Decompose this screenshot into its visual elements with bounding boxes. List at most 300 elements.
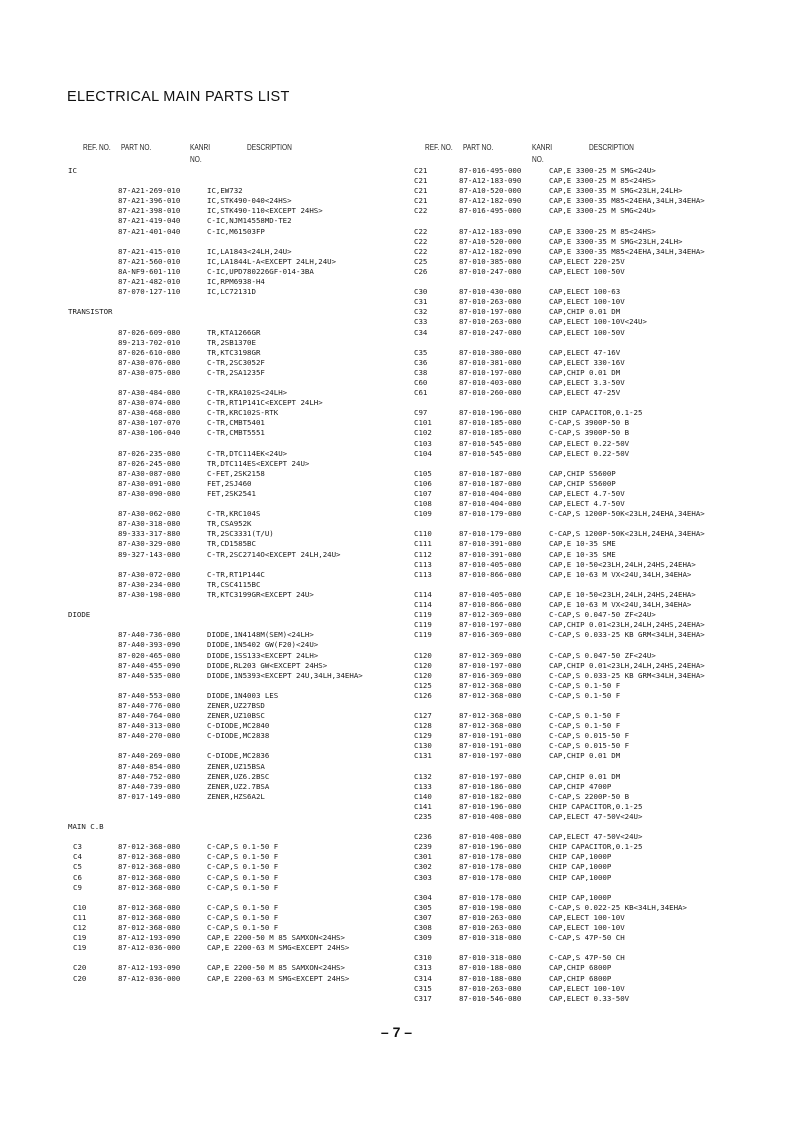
page-title: ELECTRICAL MAIN PARTS LIST [67, 89, 290, 105]
part-row [68, 701, 398, 711]
spacer-row [68, 600, 398, 610]
part-no: 87-010-196-080 [459, 801, 522, 811]
spacer-row [68, 802, 398, 812]
description: CAP,ELECT 47-25V [549, 388, 621, 398]
part-row [414, 408, 744, 418]
ref-no: C239 [414, 842, 432, 852]
part-no: 87-A30-062-080 [118, 509, 181, 519]
part-row [68, 873, 398, 883]
part-no: 87-010-263-080 [459, 317, 522, 327]
part-row [414, 307, 744, 317]
part-row [68, 449, 398, 459]
part-no: 87-010-196-080 [459, 408, 522, 418]
part-no: 87-010-408-080 [459, 832, 522, 842]
ref-no: C36 [414, 357, 428, 367]
part-no: 87-012-368-080 [459, 711, 522, 721]
part-row [68, 933, 398, 943]
part-row [68, 751, 398, 761]
part-row [414, 247, 744, 257]
description: C-CAP,S 0.1-50 F [207, 862, 279, 872]
description: C-CAP,S 0.022-25 KB<34LH,34EHA> [549, 902, 687, 912]
part-row [68, 186, 398, 196]
part-row [414, 792, 744, 802]
ref-no: C126 [414, 690, 432, 700]
part-no: 87-010-391-080 [459, 539, 522, 549]
part-row [68, 590, 398, 600]
part-no: 87-010-546-080 [459, 993, 522, 1003]
part-row [414, 539, 744, 549]
part-row [68, 792, 398, 802]
part-no: 87-010-185-080 [459, 428, 522, 438]
part-no: 87-A40-553-080 [118, 690, 181, 700]
spacer-row [414, 943, 744, 953]
part-row [414, 721, 744, 731]
part-row [68, 550, 398, 560]
part-no: 87-A40-455-090 [118, 660, 181, 670]
part-row [68, 711, 398, 721]
part-row [68, 216, 398, 226]
description: C-CAP,S 0.1-50 F [207, 923, 279, 933]
description: FET,2SJ460 [207, 478, 252, 488]
description: C-CAP,S 1200P-50K<23LH,24EHA,34EHA> [549, 529, 705, 539]
ref-no: C129 [414, 731, 432, 741]
ref-no: C315 [414, 983, 432, 993]
description: C-CAP,S 0.033-25 KB GRM<34LH,34EHA> [549, 670, 705, 680]
description: C-TR,CMBT5401 [207, 418, 265, 428]
description: C-CAP,S 3900P-50 B [549, 428, 630, 438]
part-row [414, 630, 744, 640]
spacer-row [68, 953, 398, 963]
spacer-row [68, 681, 398, 691]
description: C-CAP,S 0.047-50 ZF<24U> [549, 610, 656, 620]
ref-no: C305 [414, 902, 432, 912]
parts-list-left [68, 166, 398, 984]
part-no: 87-A12-036-000 [118, 973, 181, 983]
part-no: 87-012-368-080 [118, 923, 181, 933]
description: CAP,CHIP 0.01 DM [549, 751, 621, 761]
spacer-row [414, 883, 744, 893]
description: IC,LC72131D [207, 287, 256, 297]
part-no: 87-010-405-080 [459, 559, 522, 569]
description: C-CAP,S 0.1-50 F [207, 852, 279, 862]
description: IC,RPM6938-H4 [207, 277, 265, 287]
ref-no: C110 [414, 529, 432, 539]
ref-no: C317 [414, 993, 432, 1003]
part-row [414, 772, 744, 782]
part-row [68, 570, 398, 580]
ref-no: C102 [414, 428, 432, 438]
part-no: 87-A12-183-090 [459, 226, 522, 236]
part-row [414, 550, 744, 560]
part-row [414, 560, 744, 570]
description: CAP,ELECT 100-10V [549, 923, 625, 933]
description: FET,2SK2541 [207, 489, 256, 498]
description: CHIP CAPACITOR,0.1-25 [549, 801, 643, 811]
part-no: 87-A30-107-070 [118, 418, 181, 428]
header-part-no: PART NO. [121, 143, 152, 152]
ref-no: C141 [414, 801, 432, 811]
section-heading: IC [68, 166, 77, 175]
part-no: 87-012-368-080 [118, 872, 181, 882]
part-no: 87-010-247-080 [459, 327, 522, 337]
description: C-DIODE,MC2840 [207, 721, 270, 731]
ref-no: C4 [73, 852, 82, 862]
part-no: 87-010-263-080 [459, 297, 522, 307]
description: TR,CSC4115BC [207, 579, 261, 589]
spacer-row [414, 398, 744, 408]
part-row [414, 206, 744, 216]
description: ZENER,UZ15BSA [207, 761, 265, 771]
description: CAP,ELECT 4.7-50V [549, 489, 625, 498]
description: CAP,ELECT 100-50V [549, 327, 625, 337]
description: C-TR,RT1P141C<EXCEPT 24LH> [207, 398, 323, 408]
description: CAP,E 2200-63 M SMG<EXCEPT 24HS> [207, 973, 350, 983]
part-no: 87-A40-269-080 [118, 751, 181, 761]
part-row [414, 842, 744, 852]
description: CAP,E 3300-35 M SMG<23LH,24LH> [549, 236, 683, 246]
description: C-IC,UPD780226GF-014-3BA [207, 266, 314, 276]
part-no: 87-010-391-080 [459, 549, 522, 559]
ref-no: C303 [414, 872, 432, 882]
ref-no: C3 [73, 842, 82, 852]
part-row [414, 469, 744, 479]
description: CAP,E 10-50<23LH,24LH,24HS,24EHA> [549, 589, 696, 599]
spacer-row [414, 762, 744, 772]
part-no: 87-016-369-080 [459, 630, 522, 640]
part-no: 87-010-404-080 [459, 499, 522, 509]
description: TR,KTC3198GR [207, 347, 261, 357]
part-no: 87-010-866-080 [459, 569, 522, 579]
ref-no: C119 [414, 630, 432, 640]
part-row [68, 519, 398, 529]
spacer-row [68, 620, 398, 630]
ref-no: C236 [414, 832, 432, 842]
part-no: 87-010-178-080 [459, 862, 522, 872]
description: CAP,ELECT 47-50V<24U> [549, 832, 643, 842]
ref-no: C22 [414, 236, 428, 246]
part-no: 89-213-702-010 [118, 337, 181, 347]
part-no: 87-010-186-080 [459, 781, 522, 791]
description: C-CAP,S 47P-50 CH [549, 953, 625, 963]
spacer-row [68, 560, 398, 570]
header-kanri-right: KANRI [532, 143, 553, 152]
part-row [68, 247, 398, 257]
ref-no: C128 [414, 721, 432, 731]
ref-no: C22 [414, 206, 428, 216]
part-no: 87-010-191-080 [459, 731, 522, 741]
description: TR,CSA952K [207, 519, 252, 529]
part-no: 87-026-235-080 [118, 448, 181, 458]
part-row [68, 479, 398, 489]
part-row [414, 963, 744, 973]
description: C-TR,RT1P144C [207, 569, 265, 579]
description: CAP,CHIP 0.01 DM [549, 307, 621, 317]
ref-no: C19 [73, 943, 87, 953]
part-no: 87-010-197-080 [459, 307, 522, 317]
description: CAP,CHIP 6800P [549, 963, 612, 973]
part-row [414, 671, 744, 681]
ref-no: C114 [414, 589, 432, 599]
part-row [414, 529, 744, 539]
ref-no: C60 [414, 377, 428, 387]
ref-no: C31 [414, 297, 428, 307]
spacer-row [68, 893, 398, 903]
spacer-row [68, 439, 398, 449]
part-row [68, 903, 398, 913]
spacer-row [414, 277, 744, 287]
description: C-CAP,S 47P-50 CH [549, 933, 625, 943]
spacer-row [414, 580, 744, 590]
ref-no: C108 [414, 499, 432, 509]
spacer-row [68, 378, 398, 388]
part-row [68, 459, 398, 469]
part-row [68, 398, 398, 408]
part-no: 87-020-465-080 [118, 650, 181, 660]
ref-no: C97 [414, 408, 428, 418]
part-no: 87-A40-736-080 [118, 630, 181, 640]
ref-no: C127 [414, 711, 432, 721]
description: CAP,CHIP S5600P [549, 478, 616, 488]
section-heading: DIODE [68, 610, 91, 620]
part-no: 87-010-405-080 [459, 589, 522, 599]
ref-no: C22 [414, 226, 428, 236]
ref-no: C12 [73, 923, 87, 933]
description: C-CAP,S 2200P-50 B [549, 791, 630, 801]
ref-no: C314 [414, 973, 432, 983]
part-row [68, 348, 398, 358]
part-row [68, 842, 398, 852]
part-no: 87-010-197-080 [459, 751, 522, 761]
description: C-TR,CMBT5551 [207, 428, 265, 438]
part-no: 87-A40-776-080 [118, 700, 181, 710]
part-no: 87-012-368-080 [459, 721, 522, 731]
ref-no: C133 [414, 781, 432, 791]
part-no: 87-010-187-080 [459, 468, 522, 478]
description: CAP,E 2200-50 M 85 SAMXON<24HS> [207, 963, 345, 973]
part-row [68, 630, 398, 640]
description: CAP,CHIP 4700P [549, 781, 612, 791]
part-no: 87-A12-183-090 [459, 176, 522, 186]
part-row [414, 176, 744, 186]
part-no: 87-010-197-080 [459, 620, 522, 630]
part-no: 87-A40-393-090 [118, 640, 181, 650]
description: C-CAP,S 0.1-50 F [207, 902, 279, 912]
description: IC,LA1844L-A<EXCEPT 24LH,24U> [207, 256, 337, 266]
part-row [414, 933, 744, 943]
part-no: 87-010-178-080 [459, 892, 522, 902]
part-row [414, 903, 744, 913]
part-row [68, 580, 398, 590]
part-no: 87-010-179-080 [459, 529, 522, 539]
part-no: 87-010-197-080 [459, 660, 522, 670]
part-no: 87-A30-075-080 [118, 367, 181, 377]
part-no: 87-A30-091-080 [118, 478, 181, 488]
part-no: 8A-NF9-601-110 [118, 266, 181, 276]
ref-no: C21 [414, 196, 428, 206]
part-row [68, 661, 398, 671]
part-row [68, 943, 398, 953]
description: CAP,ELECT 0.22-50V [549, 438, 630, 448]
description: CAP,ELECT 100-10V [549, 297, 625, 307]
description: DIODE,RL203 GW<EXCEPT 24HS> [207, 660, 328, 670]
part-no: 87-A12-182-090 [459, 246, 522, 256]
spacer-row [68, 741, 398, 751]
part-no: 87-026-245-080 [118, 458, 181, 468]
part-row [68, 368, 398, 378]
ref-no: C109 [414, 509, 432, 519]
ref-no: C130 [414, 741, 432, 751]
description: DIODE,1N5402 GW(F20)<24U> [207, 640, 319, 650]
part-row [68, 782, 398, 792]
spacer-row [414, 640, 744, 650]
part-row [414, 186, 744, 196]
part-row [68, 257, 398, 267]
description: CAP,ELECT 47-50V<24U> [549, 812, 643, 821]
ref-no: C104 [414, 448, 432, 458]
ref-no: C61 [414, 388, 428, 398]
part-row [414, 862, 744, 872]
part-row [414, 832, 744, 842]
part-no: 87-A30-468-080 [118, 408, 181, 418]
part-no: 87-012-368-080 [118, 902, 181, 912]
part-row [414, 358, 744, 368]
ref-no: C105 [414, 468, 432, 478]
description: CAP,E 10-35 SME [549, 549, 616, 559]
part-no: 87-A30-329-080 [118, 539, 181, 549]
description: CAP,E 10-63 M VX<24U,34LH,34EHA> [549, 600, 692, 610]
ref-no: C304 [414, 892, 432, 902]
part-row [414, 328, 744, 338]
header-part-no-right: PART NO. [463, 143, 494, 152]
description: C-TR,DTC114EK<24U> [207, 448, 288, 458]
section-heading: MAIN C.B [68, 822, 104, 832]
part-row [414, 782, 744, 792]
description: C-CAP,S 3900P-50 B [549, 418, 630, 428]
ref-no: C20 [73, 973, 87, 983]
ref-no: C33 [414, 317, 428, 327]
part-no: 87-010-196-080 [459, 842, 522, 852]
ref-no: C309 [414, 933, 432, 943]
description: DIODE,1N4003 LES [207, 690, 279, 700]
spacer-row [68, 832, 398, 842]
part-no: 87-010-182-080 [459, 791, 522, 801]
part-row [414, 802, 744, 812]
part-row [68, 862, 398, 872]
description: C-CAP,S 0.015-50 F [549, 741, 630, 751]
ref-no: C107 [414, 489, 432, 498]
part-no: 87-A10-520-000 [459, 236, 522, 246]
ref-no: C111 [414, 539, 432, 549]
part-row [414, 873, 744, 883]
part-no: 87-010-179-080 [459, 509, 522, 519]
part-row [414, 610, 744, 620]
part-row [68, 772, 398, 782]
description: DIODE,1SS133<EXCEPT 24LH> [207, 650, 319, 660]
part-row [414, 489, 744, 499]
description: CHIP CAP,1000P [549, 892, 612, 902]
part-no: 87-010-198-080 [459, 902, 522, 912]
description: CAP,ELECT 100-50V [549, 266, 625, 276]
header-ref-no: REF. NO. [83, 143, 111, 152]
part-row [68, 963, 398, 973]
description: CAP,E 2200-63 M SMG<EXCEPT 24HS> [207, 943, 350, 953]
ref-no: C302 [414, 862, 432, 872]
part-row [68, 651, 398, 661]
description: CAP,ELECT 100-10V<24U> [549, 317, 647, 327]
part-row [414, 499, 744, 509]
part-no: 87-010-866-080 [459, 600, 522, 610]
spacer-row [68, 317, 398, 327]
description: CHIP CAP,1000P [549, 862, 612, 872]
ref-no: C34 [414, 327, 428, 337]
ref-no: C120 [414, 660, 432, 670]
part-no: 87-070-127-110 [118, 287, 181, 297]
part-row [68, 731, 398, 741]
section-heading: TRANSISTOR [68, 307, 113, 317]
description: CAP,ELECT 4.7-50V [549, 499, 625, 509]
part-row [414, 257, 744, 267]
part-no: 87-026-610-080 [118, 347, 181, 357]
part-row [414, 913, 744, 923]
part-no: 87-010-263-080 [459, 923, 522, 933]
description: DIODE,1N5393<EXCEPT 24U,34LH,34EHA> [207, 670, 363, 680]
part-row [68, 974, 398, 984]
part-no: 87-010-247-080 [459, 266, 522, 276]
description: CAP,ELECT 100-10V [549, 983, 625, 993]
part-no: 87-A40-270-080 [118, 731, 181, 741]
ref-no: C113 [414, 559, 432, 569]
ref-no: C9 [73, 882, 82, 892]
part-no: 87-012-368-080 [118, 842, 181, 852]
part-row [414, 741, 744, 751]
description: CAP,E 3300-25 M 85<24HS> [549, 176, 656, 186]
section-heading-row [68, 166, 398, 176]
part-row [414, 711, 744, 721]
part-no: 87-A30-198-080 [118, 589, 181, 599]
part-no: 87-A30-106-040 [118, 428, 181, 438]
part-no: 87-010-187-080 [459, 478, 522, 488]
part-row [68, 913, 398, 923]
part-row [68, 277, 398, 287]
part-no: 87-010-545-080 [459, 438, 522, 448]
ref-no: C21 [414, 176, 428, 186]
part-row [68, 671, 398, 681]
description: CAP,E 3300-35 M85<24EHA,34LH,34EHA> [549, 246, 705, 256]
part-row [414, 449, 744, 459]
part-row [68, 267, 398, 277]
description: CAP,E 10-63 M VX<24U,34LH,34EHA> [549, 569, 692, 579]
description: CAP,E 3300-25 M 85<24HS> [549, 226, 656, 236]
spacer-row [414, 338, 744, 348]
ref-no: C103 [414, 438, 432, 448]
part-row [414, 812, 744, 822]
description: ZENER,HZS6A2L [207, 791, 265, 801]
part-no: 87-012-368-080 [118, 882, 181, 892]
ref-no: C20 [73, 963, 87, 973]
part-no: 87-A12-193-090 [118, 933, 181, 943]
ref-no: C132 [414, 771, 432, 781]
ref-no: C11 [73, 912, 87, 922]
part-no: 87-A30-234-080 [118, 579, 181, 589]
part-row [68, 640, 398, 650]
part-no: 87-010-263-080 [459, 912, 522, 922]
part-no: 87-010-260-080 [459, 388, 522, 398]
description: C-CAP,S 0.1-50 F [207, 912, 279, 922]
part-no: 87-010-403-080 [459, 377, 522, 387]
part-row [68, 852, 398, 862]
part-row [68, 883, 398, 893]
part-row [414, 418, 744, 428]
